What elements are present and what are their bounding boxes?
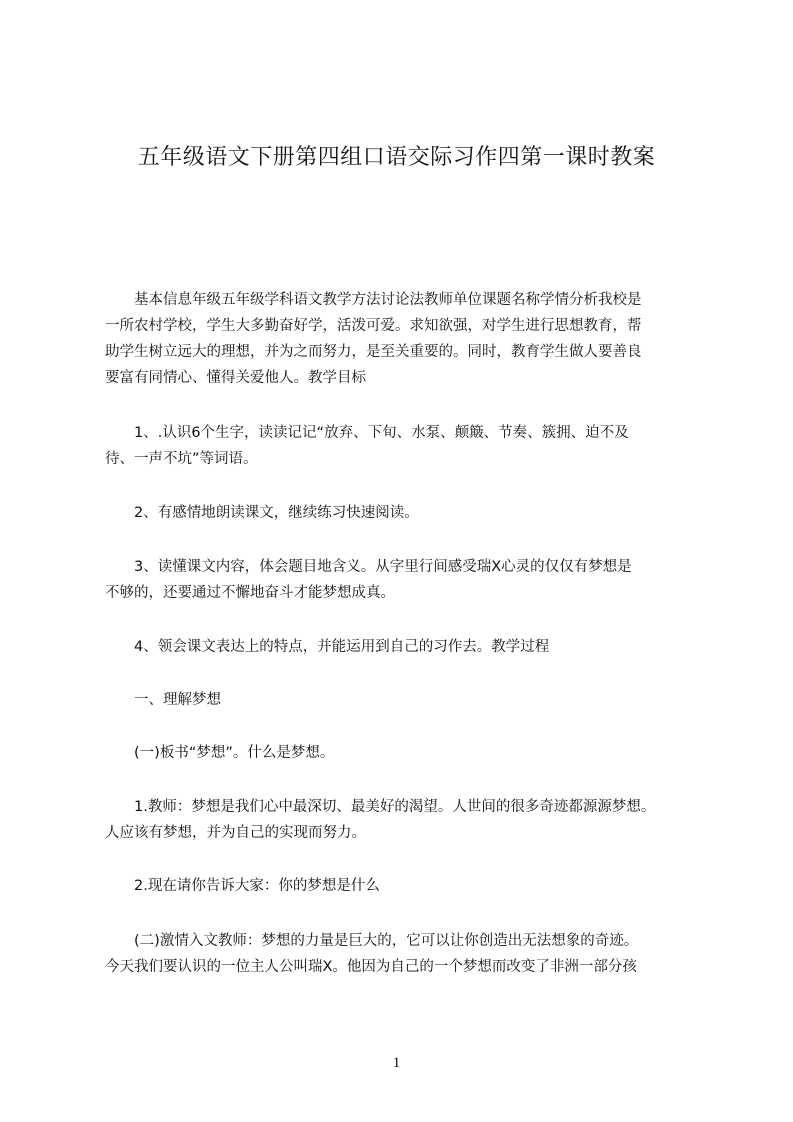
text-line: 基本信息年级五年级学科语文教学方法讨论法教师单位课题名称学情分析我校是 (105, 292, 642, 308)
text-line: 人应该有梦想，并为自己的实现而努力。 (105, 825, 366, 841)
paragraph-goal-2 (105, 500, 705, 526)
subsection-heading-1 (105, 740, 705, 766)
paragraph-goal-1 (105, 420, 705, 472)
text-line: 2、有感情地朗读课文，继续练习快速阅读。 (105, 505, 419, 521)
text-line: (二)激情入文教师：梦想的力量是巨大的，它可以让你创造出无法想象的奇迹。 (105, 933, 639, 949)
text-line: 要富有同情心、懂得关爱他人。教学目标 (105, 370, 366, 386)
paragraph-item-1 (105, 794, 705, 846)
text-line: 一、理解梦想 (105, 692, 221, 708)
text-line: 3、读懂课文内容，体会题目地含义。从字里行间感受瑞X心灵的仅仅有梦想是 (105, 559, 632, 575)
text-line: 4、领会课文表达上的特点，并能运用到自己的习作去。教学过程 (105, 639, 550, 655)
paragraph-item-2 (105, 873, 705, 899)
text-line: 不够的，还要通过不懈地奋斗才能梦想成真。 (105, 585, 395, 601)
text-line: 一所农村学校，学生大多勤奋好学，活泼可爱。求知欲强，对学生进行思想教育，帮 (105, 318, 642, 334)
section-heading-1 (105, 687, 705, 713)
paragraph-subsection-2 (105, 928, 705, 980)
text-line: 助学生树立远大的理想，并为之而努力，是至关重要的。同时，教育学生做人要善良 (105, 344, 642, 360)
text-line: (一)板书“梦想”。什么是梦想。 (105, 745, 335, 761)
text-line: 待、一声不坑”等词语。 (105, 451, 258, 467)
text-line: 今天我们要认识的一位主人公叫瑞X。他因为自己的一个梦想而改变了非洲一部分孩 (105, 959, 637, 975)
paragraph-goal-3 (105, 554, 705, 606)
paragraph-basic-info (105, 287, 705, 391)
document-title: 五年级语文下册第四组口语交际习作四第一课时教案 (137, 145, 656, 170)
text-line: 1、.认识6个生字，读读记记“放弃、下旬、水泵、颠簸、节奏、簇拥、迫不及 (105, 425, 629, 441)
text-line: 1.教师：梦想是我们心中最深切、最美好的渴望。人世间的很多奇迹都源源梦想。 (105, 799, 656, 815)
page-number: 1 (392, 1055, 401, 1071)
text-line: 2.现在请你告诉大家：你的梦想是什么 (105, 878, 380, 894)
paragraph-goal-4 (105, 634, 705, 660)
